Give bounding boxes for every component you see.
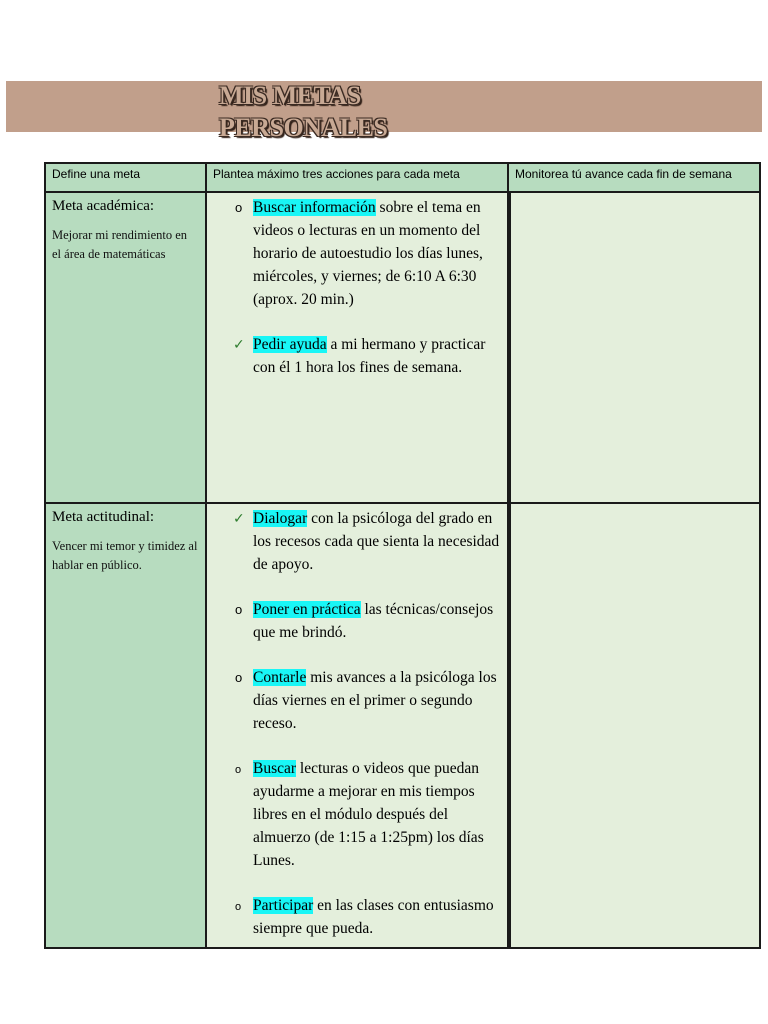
small-circle-bullet-icon: [213, 894, 253, 940]
action-highlight: Poner en práctica: [253, 601, 361, 618]
goal-title: Meta académica:: [52, 198, 155, 214]
action-text: mis avances a la psicóloga los días viernes en el primer o segundo receso.: [253, 669, 497, 732]
monitor-cell[interactable]: [508, 192, 760, 503]
checkmark-icon: [213, 333, 253, 379]
title-banner: [6, 81, 762, 142]
action-highlight: Buscar información: [253, 199, 376, 216]
page-title-line1: MIS METAS: [219, 81, 361, 110]
goal-description: Mejorar mi rendimiento en el área de matemáticas: [52, 228, 188, 261]
action-highlight: Participar: [253, 897, 314, 914]
circle-bullet-icon: [213, 598, 253, 644]
circle-bullet-icon: [213, 196, 253, 311]
table-row: [45, 503, 760, 948]
small-circle-bullet-icon: [213, 757, 253, 872]
goal-title: Meta actitudinal:: [52, 509, 155, 525]
header-define-goal: Define una meta: [45, 163, 206, 192]
goal-cell: [45, 503, 206, 948]
action-highlight: Buscar: [253, 760, 297, 777]
action-highlight: Contarle: [253, 669, 307, 686]
goal-cell: [45, 192, 206, 503]
action-text: en las clases con entusiasmo siempre que pueda.: [253, 897, 494, 937]
action-item: [213, 333, 501, 379]
action-item: [213, 196, 501, 311]
monitor-cell[interactable]: [508, 503, 760, 948]
action-item: [213, 598, 501, 644]
action-item: [213, 507, 501, 576]
action-text: sobre el tema en videos o lecturas en un momento del horario de autoestudio los días lunes, miércoles, y viernes; de 6:10 A 6:30 (aprox. 20 min.): [253, 199, 483, 308]
action-text: lecturas o videos que puedan ayudarme a mejorar en mis tiempos libres en el módulo después del almuerzo (de 1:15 a 1:25pm) los días Lunes.: [253, 760, 484, 869]
table-header-row: [45, 163, 760, 192]
table-row: [45, 192, 760, 503]
action-item: [213, 666, 501, 735]
checkmark-icon: [213, 507, 253, 576]
page-title: [219, 80, 459, 142]
header-actions: Plantea máximo tres acciones para cada meta: [206, 163, 508, 192]
page-title-line2: PERSONALES: [219, 113, 388, 142]
header-monitor: Monitorea tú avance cada fin de semana: [508, 163, 760, 192]
action-highlight: Dialogar: [253, 510, 308, 527]
actions-cell: [206, 503, 508, 948]
circle-bullet-icon: [213, 666, 253, 735]
action-text: las técnicas/consejos que me brindó.: [253, 601, 494, 641]
action-highlight: Pedir ayuda: [253, 336, 327, 353]
goal-description: Vencer mi temor y timidez al hablar en público.: [52, 539, 198, 572]
action-text: con la psicóloga del grado en los recesos cada que sienta la necesidad de apoyo.: [253, 510, 500, 573]
goals-table: [44, 162, 761, 949]
action-item: [213, 757, 501, 872]
action-text: a mi hermano y practicar con él 1 hora los fines de semana.: [253, 336, 486, 376]
actions-cell: [206, 192, 508, 503]
action-item: [213, 894, 501, 940]
